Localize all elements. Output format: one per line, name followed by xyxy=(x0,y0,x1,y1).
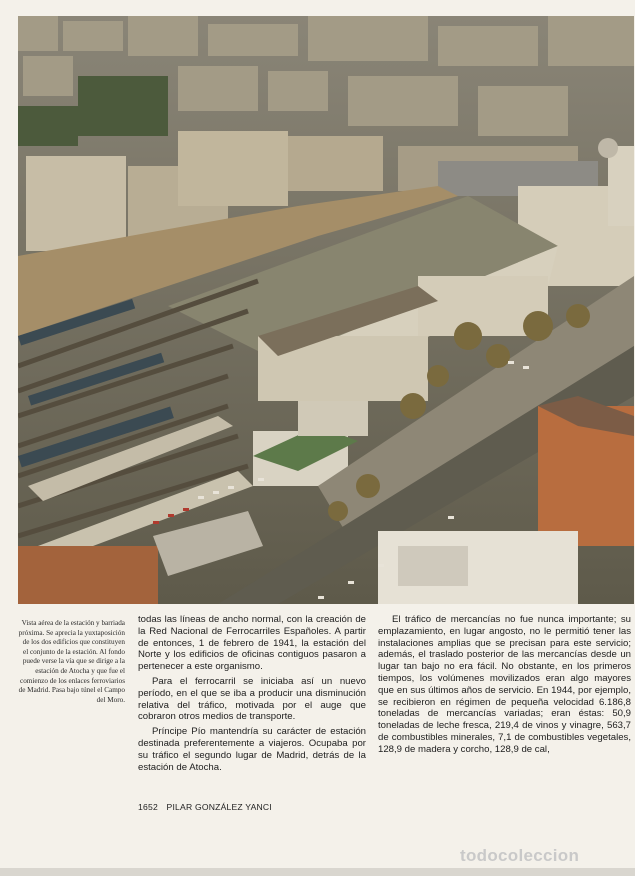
paragraph: Para el ferrocarril se iniciaba así un nuevo período, en el que se iba a producir una disminución relativa del tráfico, motivada por el auge que cobraron otros medios de transporte. xyxy=(138,675,366,723)
watermark: todocoleccion xyxy=(460,846,580,865)
page-footer xyxy=(138,802,272,812)
aerial-photo xyxy=(18,16,634,604)
aerial-photo-icon xyxy=(18,16,634,604)
text-column-2 xyxy=(378,614,631,759)
paragraph: todas las líneas de ancho normal, con la creación de la Red Nacional de Ferrocarriles Españoles. A partir de entonces, 1 de febrero de 1941, la estación del Norte y los edificios de oficinas contiguos pasaron a pertenecer a este organismo. xyxy=(138,614,366,673)
paragraph: Príncipe Pío mantendría su carácter de estación destinada preferentemente a viajeros. Ocupaba por su tráfico el segundo lugar de Madrid, detrás de la estación de Atocha. xyxy=(138,726,366,773)
bottom-strip xyxy=(0,868,635,876)
text-column-1 xyxy=(138,614,366,776)
paragraph: El tráfico de mercancías no fue nunca importante; su emplazamiento, en lugar angosto, no le permitió tener las instalaciones amplias que se precisan para este servicio; además, el traslado posterior de las mercancías desde un lugar tan bajo no era fácil. No obstante, en los primeros tiempos, los volúmenes movilizados eran algo mayores que en sus últimos años de servicio. En 1944, por ejemplo, se recibieron en régimen de pequeña velocidad 6.186,8 toneladas de mercancías variadas; eran éstas: 50,9 toneladas de leche fresca, 219,4 de vinos y vinagre, 563,7 de combustibles minerales, 7,1 de combustibles vegetales, 128,9 de madera y corcho, 128,9 de cal, xyxy=(378,614,631,755)
page-number: 1652 xyxy=(138,802,158,812)
author-name: PILAR GONZÁLEZ YANCI xyxy=(166,802,272,812)
photo-caption: Vista aérea de la estación y barriada próxima. Se aprecia la yuxtaposición de los dos edificios que constituyen el conjunto de la estación. Al fondo puede verse la vía que se dirige a la estación de Atocha y que fue el comienzo de los enlaces ferroviarios de Madrid. Pasa bajo túnel el Campo del Moro. xyxy=(18,619,125,704)
